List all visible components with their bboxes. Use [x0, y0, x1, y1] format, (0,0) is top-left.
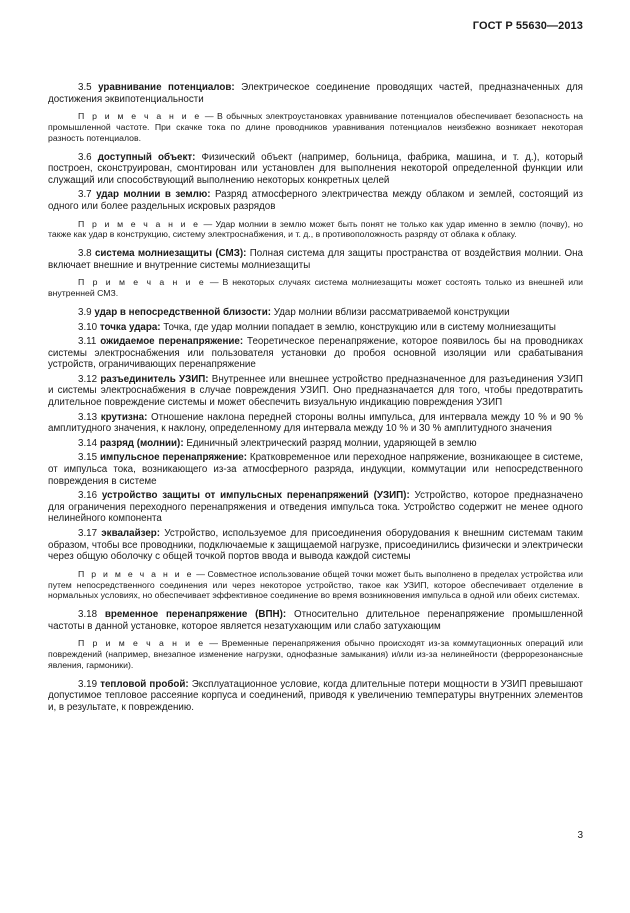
entry-number: 3.17: [78, 528, 98, 540]
entry-term: разъединитель УЗИП:: [100, 373, 209, 385]
entry-number: 3.14: [78, 437, 98, 449]
entry-number: 3.18: [78, 609, 98, 621]
definition-entry: [48, 438, 583, 450]
entry-number: 3.6: [78, 151, 92, 163]
entry-definition: Устройство, которое предназначено для ограничения переходного перенапряжения и отведения импульса тока. Устройство содержит не менее одного нелинейного компонента: [48, 490, 583, 525]
definition-entry: [48, 374, 583, 409]
entry-definition: Эксплуатационное условие, когда длительные потери мощности в УЗИП превышают допустимое тепловое рассеяние корпуса и соединений, приводя к увеличению температуры внутренних элементов и, в результате, к повреждению.: [48, 678, 583, 713]
definition-entry: [48, 412, 583, 435]
entry-number: 3.9: [78, 306, 92, 318]
entry-number: 3.13: [78, 411, 98, 423]
note-text: — Временные перенапряжения обычно происходят из-за коммутационных операций или повреждений (например, внезапное изменение нагрузки, однофазные замыкания) и/или из-за нелинейности (феррорезонансные явления, гармоники).: [48, 638, 583, 670]
note-text: — Совместное использование общей точки может быть выполнено в пределах устройства или путем непосредственного соединения или через некоторое устройство, такое как УЗИП, которое обеспечивает отделение в нормальных условиях, но обеспечивает эффективное соединение во время возникновения импульса в одной или обеих системах.: [48, 568, 583, 601]
note-label: П р и м е ч а н и е: [78, 277, 206, 288]
entry-term: временное перенапряжение (ВПН):: [104, 609, 287, 621]
definition-entry: [48, 452, 583, 487]
entry-term: эквалайзер:: [101, 528, 161, 540]
definition-entry: [48, 528, 583, 563]
entry-number: 3.12: [78, 373, 98, 385]
definition-entry: [48, 490, 583, 525]
definition-entry: [48, 679, 583, 714]
entry-definition: Кратковременное или переходное напряжение, возникающее в системе, от импульса тока, возникающего из-за атмосферного разряда, индукции, коммутации или непосредственного повреждения в системе: [48, 452, 584, 487]
entry-definition: Электрическое соединение проводящих частей, предназначенных для достижения эквипотенциальности: [48, 82, 583, 105]
note: [48, 219, 583, 241]
document-header: ГОСТ Р 55630—2013: [472, 20, 583, 32]
entry-number: 3.11: [78, 336, 97, 348]
entry-term: ожидаемое перенапряжение:: [100, 336, 244, 348]
note-text: — В некоторых случаях система молниезащиты может состоять только из внешней или внутренней СМЗ.: [48, 277, 583, 299]
entry-term: тепловой пробой:: [100, 678, 189, 690]
entry-number: 3.5: [78, 82, 92, 93]
entry-number: 3.19: [78, 678, 98, 690]
entry-definition: Внутреннее или внешнее устройство предназначенное для разъединения УЗИП и системы электроснабжения в случае повреждения УЗИП. Оно предназначается для того, чтобы предотвратить длительное повреждение системы и может обеспечить визуальную индикацию повреждения УЗИП: [48, 373, 583, 409]
note-label: П р и м е ч а н и е: [78, 638, 206, 649]
definition-entry: [48, 336, 583, 371]
entry-definition: Теоретическое перенапряжение, которое появилось бы на проводниках системы электроснабжения или пользователя установки до пробоя основной изоляции или срабатывания устройств, ограничивающих перенапряжение: [48, 336, 583, 371]
entry-number: 3.10: [78, 321, 98, 333]
entry-number: 3.16: [78, 490, 98, 502]
entry-definition: Точка, где удар молнии попадает в землю, конструкцию или в систему молниезащиты: [163, 321, 556, 333]
definition-entry: [48, 609, 583, 632]
document-body: [48, 82, 583, 717]
note: [48, 277, 583, 299]
definition-entry: [48, 82, 583, 105]
entry-term: импульсное перенапряжение:: [99, 452, 247, 464]
note: [48, 569, 583, 601]
entry-definition: Полная система для защиты пространства от воздействия молнии. Она включает внешние и внутренние системы молниезащиты: [48, 248, 583, 271]
entry-definition: Удар молнии вблизи рассматриваемой конструкции: [273, 306, 510, 318]
entry-number: 3.15: [78, 452, 98, 464]
entry-definition: Разряд атмосферного электричества между облаком и землей, состоящий из одного или более раздельных искровых разрядов: [48, 189, 584, 212]
entry-term: разряд (молнии):: [99, 437, 184, 449]
note-label: П р и м е ч а н и е: [78, 568, 194, 579]
note-label: П р и м е ч а н и е: [78, 111, 202, 122]
entry-term: крутизна:: [100, 411, 148, 423]
definition-entry: [48, 322, 583, 334]
entry-definition: Относительно длительное перенапряжение промышленной частоты в данной установке, которое является незатухающим или слабо затухающим: [48, 609, 583, 632]
entry-definition: Устройство, используемое для присоединения оборудования к внешним системам таким образом, чтобы все проводники, подключаемые к защищаемой нагрузке, присоединились физически и электрически через общую оболочку с общей точкой портов ввода и вывода каждой системы: [48, 528, 583, 563]
entry-term: система молниезащиты (СМЗ):: [94, 248, 247, 260]
definition-entry: [48, 307, 583, 319]
definition-entry: [48, 248, 583, 271]
entry-definition: Отношение наклона передней стороны волны импульса, для интервала между 10 % и 90 % амплитудного значения, к наклону, определенному для интервала между 10 % и 30 % амплитудного значения: [48, 411, 583, 435]
entry-term: устройство защиты от импульсных перенапряжений (УЗИП):: [101, 490, 410, 502]
definition-entry: [48, 189, 583, 212]
entry-term: уравнивание потенциалов:: [98, 82, 235, 93]
entry-number: 3.8: [78, 248, 92, 260]
entry-term: удар молнии в землю:: [96, 189, 211, 201]
note-text: — В обычных электроустановках уравнивание потенциалов обеспечивает безопасность на промышленной частоте. При скачке тока по длине проводников уравнивания потенциалов неизбежно возникает некоторая разность потенциалов.: [48, 111, 583, 143]
note: [48, 111, 583, 143]
entry-definition: Единичный электрический разряд молнии, ударяющей в землю: [186, 437, 477, 449]
entry-term: точка удара:: [99, 321, 161, 333]
entry-definition: Физический объект (например, больница, фабрика, машина, и т. д.), который построен, сконструирован, смонтирован или установлен для выполнения некоторой определенной функции или служащий или способствующий выполнению некоторых конкретных целей: [48, 151, 583, 186]
entry-number: 3.7: [78, 189, 92, 201]
page-number: 3: [577, 830, 583, 841]
entry-term: удар в непосредственной близости:: [94, 306, 272, 318]
definition-entry: [48, 152, 583, 187]
note-label: П р и м е ч а н и е: [78, 218, 201, 229]
note-text: — Удар молнии в землю может быть понят не только как удар именно в землю (почву), но также как удар в конструкцию, систему электроснабжения, и т. д., в противоположность разряду от облака к облаку.: [48, 218, 583, 240]
note: [48, 638, 583, 670]
entry-term: доступный объект:: [97, 151, 196, 163]
